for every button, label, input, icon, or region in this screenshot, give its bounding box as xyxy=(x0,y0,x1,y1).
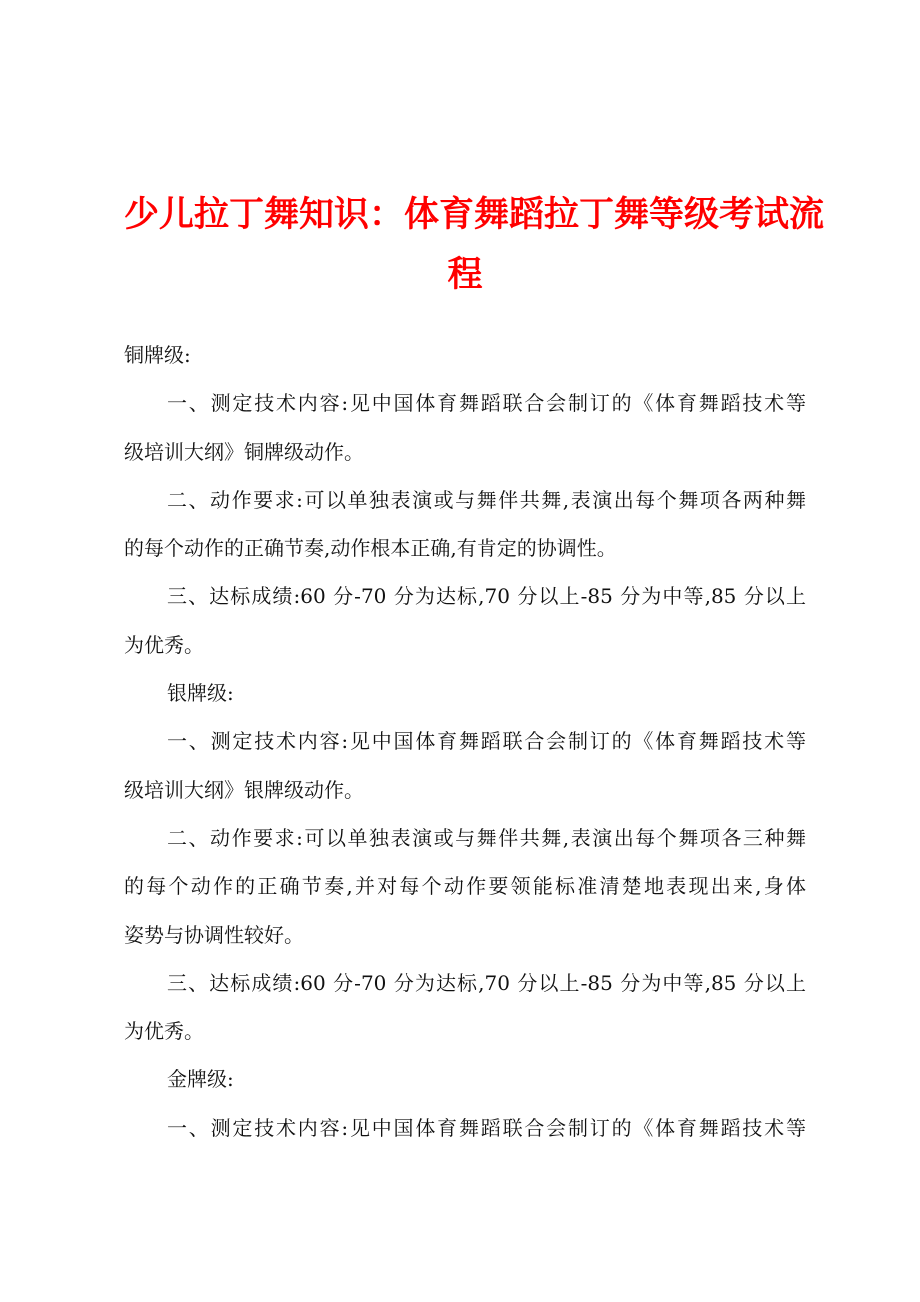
section-heading-silver: 银牌级: xyxy=(167,681,234,706)
paragraph-line: 三、达标成绩:60 分-70 分为达标,70 分以上-85 分为中等,85 分以上 xyxy=(167,584,806,609)
paragraph-line: 为优秀。 xyxy=(124,632,204,657)
paragraph-line: 的每个动作的正确节奏,并对每个动作要领能标准清楚地表现出来,身体 xyxy=(124,874,806,899)
paragraph-line: 一、测定技术内容:见中国体育舞蹈联合会制订的《体育舞蹈技术等 xyxy=(167,1115,806,1140)
document-body xyxy=(124,331,806,1152)
paragraph-line: 一、测定技术内容:见中国体育舞蹈联合会制订的《体育舞蹈技术等 xyxy=(167,729,806,754)
paragraph-line: 为优秀。 xyxy=(124,1019,204,1044)
paragraph-line: 的每个动作的正确节奏,动作根本正确,有肯定的协调性。 xyxy=(124,536,617,561)
paragraph-line: 级培训大纲》铜牌级动作。 xyxy=(124,439,364,464)
section-heading-gold: 金牌级: xyxy=(167,1067,234,1092)
paragraph-line: 级培训大纲》银牌级动作。 xyxy=(124,777,364,802)
document-title: 少儿拉丁舞知识：体育舞蹈拉丁舞等级考试流 xyxy=(124,195,825,235)
paragraph-line: 三、达标成绩:60 分-70 分为达标,70 分以上-85 分为中等,85 分以上 xyxy=(167,970,806,995)
document-title-continued: 程 xyxy=(447,255,483,295)
paragraph-line: 二、动作要求:可以单独表演或与舞伴共舞,表演出每个舞项各三种舞 xyxy=(167,825,806,850)
paragraph-line: 二、动作要求:可以单独表演或与舞伴共舞,表演出每个舞项各两种舞 xyxy=(167,487,806,512)
paragraph-line: 一、测定技术内容:见中国体育舞蹈联合会制订的《体育舞蹈技术等 xyxy=(167,391,806,416)
paragraph-line: 姿势与协调性较好。 xyxy=(124,922,304,947)
section-heading-bronze: 铜牌级: xyxy=(124,343,191,367)
